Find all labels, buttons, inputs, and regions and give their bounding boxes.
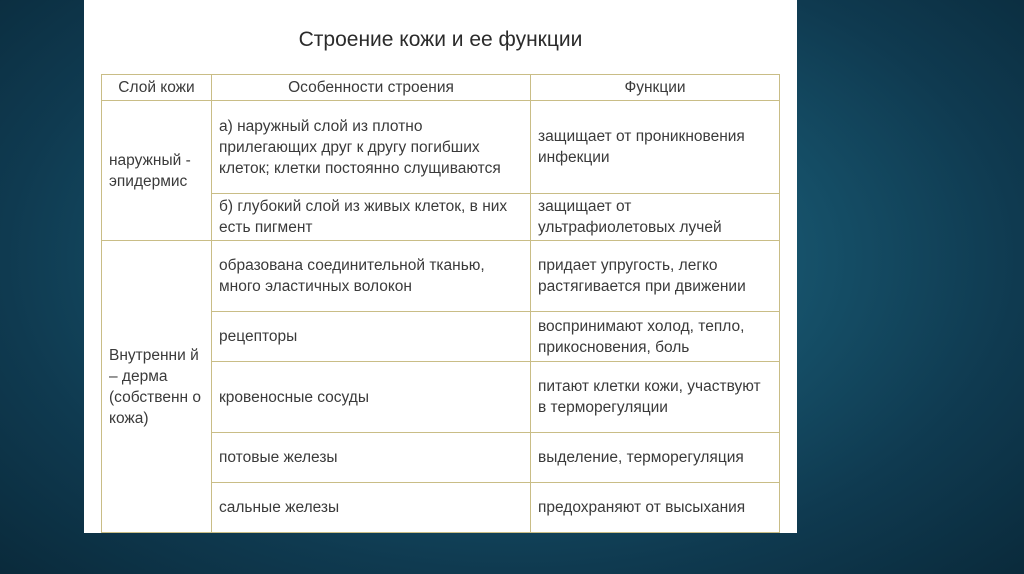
layer-dermis: Внутренни й – дерма (собственн о кожа) <box>102 241 212 533</box>
table-row <box>102 241 780 312</box>
function-cell: защищает от ультрафиолетовых лучей <box>531 194 780 241</box>
structure-cell: рецепторы <box>212 312 531 362</box>
function-cell: предохраняют от высыхания <box>531 483 780 533</box>
header-layer: Слой кожи <box>102 75 212 101</box>
structure-cell: б) глубокий слой из живых клеток, в них есть пигмент <box>212 194 531 241</box>
table-row <box>102 101 780 194</box>
structure-cell: а) наружный слой из плотно прилегающих друг к другу погибших клеток; клетки постоянно слущиваются <box>212 101 531 194</box>
skin-structure-table <box>101 74 780 533</box>
function-cell: воспринимают холод, тепло, прикосновения, боль <box>531 312 780 362</box>
table-header-row <box>102 75 780 101</box>
function-cell: питают клетки кожи, участвуют в терморегуляции <box>531 362 780 433</box>
header-functions: Функции <box>531 75 780 101</box>
header-structure: Особенности строения <box>212 75 531 101</box>
function-cell: придает упругость, легко растягивается при движении <box>531 241 780 312</box>
function-cell: выделение, терморегуляция <box>531 433 780 483</box>
structure-cell: образована соединительной тканью, много эластичных волокон <box>212 241 531 312</box>
structure-cell: потовые железы <box>212 433 531 483</box>
function-cell: защищает от проникновения инфекции <box>531 101 780 194</box>
structure-cell: кровеносные сосуды <box>212 362 531 433</box>
structure-cell: сальные железы <box>212 483 531 533</box>
layer-epidermis: наружный - эпидермис <box>102 101 212 241</box>
slide-title: Строение кожи и ее функции <box>298 28 583 51</box>
slide <box>84 0 797 533</box>
